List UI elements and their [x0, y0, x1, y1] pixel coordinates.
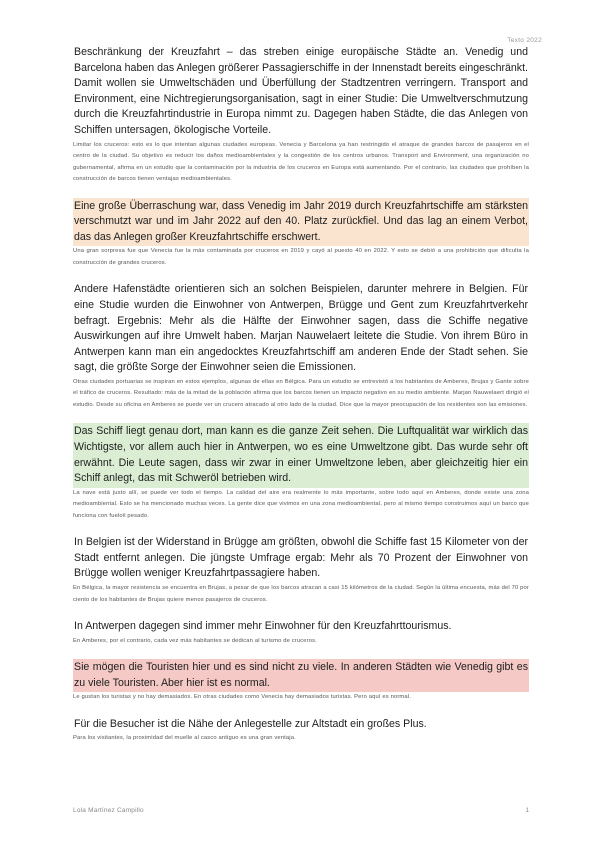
- page-number: 1: [525, 807, 529, 814]
- german-paragraph: Für die Besucher ist die Nähe der Anlegestelle zur Altstadt ein großes Plus.: [74, 717, 427, 730]
- spanish-translation: Para los visitantes, la proximidad del muelle al casco antiguo es una gran ventaja.: [73, 735, 296, 742]
- german-paragraph: Andere Hafenstädte orientieren sich an solchen Beispielen, darunter mehrere in Belgien. Für eine Studie wurden die Einwohner von Antwerpen, Brügge und Gent zum Kreuzfahrtverkehr befragt. Ergebnis: Mehr als die Hälfte der Einwohner sagen, dass die Schiffe negative Auswirkungen auf ihre Umwelt haben. Marjan Nauwelaert leitete die Studie. Von ihrem Büro in Antwerpen kann man ein angedocktes Kreuzfahrtschiff am anderen Ende der Stadt sehen. Sie sagt, die größte Sorge der Einwohner seien die Emissionen.: [74, 283, 528, 374]
- spanish-translation: Una gran sorpresa fue que Venecia fue la más contaminada por cruceros en 2019 y cayó al puesto 40 en 2022. Y esto se debió a una prohibición que dificulta la construcción de grandes cruceros.: [73, 248, 529, 266]
- header-label: Texto 2022: [507, 37, 542, 44]
- spanish-translation: En Amberes, por el contrario, cada vez más habitantes se dedican al turismo de cruceros.: [73, 637, 317, 644]
- spanish-translation: Otras ciudades portuarias se inspiran en estos ejemplos, algunas de ellas en Bélgica. Para un estudio se entrevistó a los habitantes de Amberes, Brujas y Gante sobre el tráfico de cruceros. Resultado: más de la mitad de la población afirma que los barcos tienen un impacto negativo en su medio ambiente. Marjan Nauwelaert dirigió el estudio. Desde su oficina en Amberes se puede ver un crucero atracado al otro lado de la ciudad. Dice que la mayor preocupación de los residentes son las emisiones.: [73, 378, 529, 408]
- spanish-translation: Le gustan los turistas y no hay demasiados. En otras ciudades como Venecia hay demasiados turistas. Pero aquí es normal.: [73, 694, 411, 701]
- german-paragraph-highlighted: Sie mögen die Touristen hier und es sind nicht zu viele. In anderen Städten wie Venedig gibt es zu viele Touristen. Aber hier ist es normal.: [73, 659, 529, 692]
- spanish-translation: En Bélgica, la mayor resistencia se encuentra en Brujas, a pesar de que los barcos atracan a casi 15 kilómetros de la ciudad. Según la última encuesta, más del 70 por ciento de los habitantes de Brujas quiere menos pasajeros de cruceros.: [73, 585, 529, 603]
- german-paragraph: In Antwerpen dagegen sind immer mehr Einwohner für den Kreuzfahrttourismus.: [74, 620, 452, 633]
- document-body: [73, 44, 529, 757]
- german-paragraph: In Belgien ist der Widerstand in Brügge am größten, obwohl die Schiffe fast 15 Kilometer von der Stadt entfernt anlegen. Die jüngste Umfrage ergab: Mehr als 70 Prozent der Einwohner von Brügge wollen weniger Kreuzfahrtpassagiere haben.: [74, 536, 528, 580]
- german-paragraph-highlighted: Das Schiff liegt genau dort, man kann es die ganze Zeit sehen. Die Luftqualität war wirklich das Wichtigste, vor allem auch hier in Antwerpen, wo es eine Umweltzone gibt. Das wurde sehr oft erwähnt. Die Leute sagen, dass wir zwar in einer Umweltzone leben, aber gleichzeitig hier ein Schiff anlegt, das mit Schweröl betrieben wird.: [73, 423, 529, 487]
- spanish-translation: Limitar los cruceros: esto es lo que intentan algunas ciudades europeas. Venecia y Barcelona ya han restringido el atraque de grandes barcos de pasajeros en el centro de la ciudad. Su objetivo es reducir los daños medioambientales y la congestión de los centros urbanos. Transport and Environment, una organización no gubernamental, afirma en un estudio que la contaminación por la industria de los cruceros en Europa está aumentando. Por el contrario, las ciudades que prohíben la construcción de barcos tienen ventajas medioambientales.: [73, 141, 529, 183]
- german-paragraph: Beschränkung der Kreuzfahrt – das streben einige europäische Städte an. Venedig und Barcelona haben das Anlegen größerer Passagierschiffe in der Innenstadt bereits eingeschränkt. Damit wollen sie Umweltschäden und Überfüllung der Stadtzentren verringern. Transport and Environment, eine Nichtregierungsorganisation, sagt in einer Studie: Die Umweltverschmutzung durch die Kreuzfahrtindustrie in Europa nimmt zu. Dagegen haben Städte, die das Anlegen von Schiffen untersagen, ökologische Vorteile.: [74, 46, 528, 136]
- footer-author: Lola Martínez Campillo: [73, 807, 144, 814]
- spanish-translation: La nave está justo allí, se puede ver todo el tiempo. La calidad del aire era realmente lo más importante, sobre todo aquí en Amberes, donde existe una zona medioambiental. Esto se ha mencionado muchas veces. La gente dice que vivimos en una zona medioambiental, pero al mismo tiempo construimos aquí un barco que funciona con fueloil pesado.: [73, 489, 529, 519]
- german-paragraph-highlighted: Eine große Überraschung war, dass Venedig im Jahr 2019 durch Kreuzfahrtschiffe am stärksten verschmutzt war und im Jahr 2022 auf den 40. Platz zurückfiel. Und das lag an einem Verbot, das das Anlegen großer Kreuzfahrtschiffe erschwert.: [73, 198, 529, 247]
